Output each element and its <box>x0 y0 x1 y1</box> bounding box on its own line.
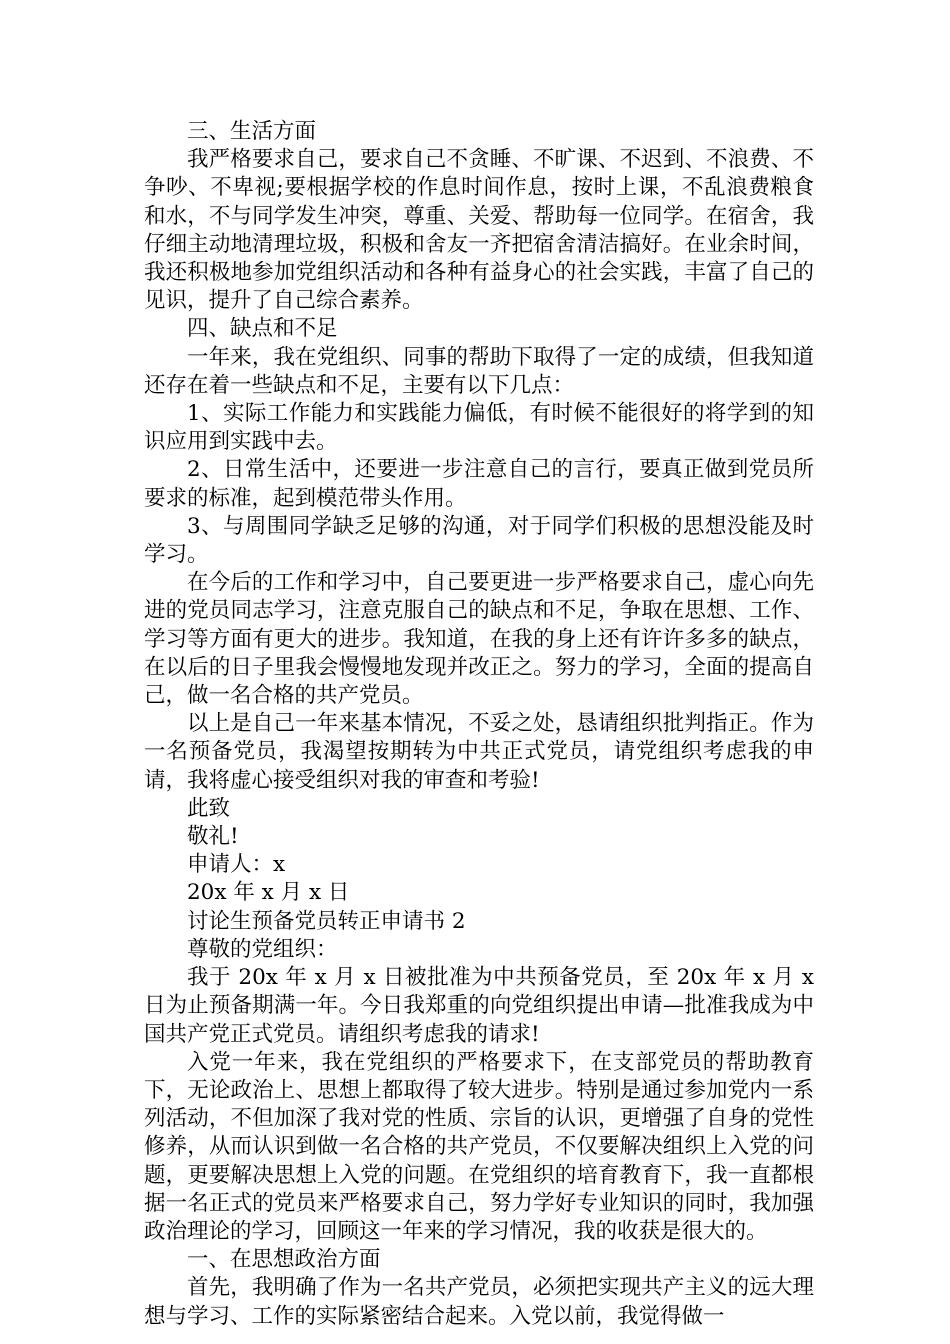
date-line: 20x 年 x 月 x 日 <box>187 880 350 906</box>
second-letter-title: 讨论生预备党员转正申请书 2 <box>187 908 466 934</box>
paragraph-shortcoming-2: 2、日常生活中，还要进一步注意自己的言行，要真正做到党员所要求的标准，起到模范带头作用。 <box>144 457 814 511</box>
paragraph-politics: 首先，我明确了作为一名共产党员，必须把实现共产主义的远大理想与学习、工作的实际紧密结合起来。入党以前，我觉得做一 <box>144 1275 814 1329</box>
paragraph-future-plan: 在今后的工作和学习中，自己要更进一步严格要求自己，虚心向先进的党员同志学习，注意克服自己的缺点和不足，争取在思想、工作、学习等方面有更大的进步。我知道，在我的身上还有许许多多的缺点，在以后的日子里我会慢慢地发现并改正之。努力的学习，全面的提高自己，做一名合格的共产党员。 <box>144 570 814 709</box>
document-page <box>144 118 814 1331</box>
paragraph-approval: 我于 20x 年 x 月 x 日被批准为中共预备党员，至 20x 年 x 月 x 日为止预备期满一年。今日我郑重的向党组织提出申请—批准我成为中国共产党正式党员。请组织考虑我的请求! <box>144 965 814 1047</box>
greeting-line: 尊敬的党组织： <box>187 936 338 962</box>
paragraph-life: 我严格要求自己，要求自己不贪睡、不旷课、不迟到、不浪费、不争吵、不卑视;要根据学校的作息时间作息，按时上课，不乱浪费粮食和水，不与同学发生冲突，尊重、关爱、帮助每一位同学。在宿舍，我仔细主动地清理垃圾，积极和舍友一齐把宿舍清洁搞好。在业余时间，我还积极地参加党组织活动和各种有益身心的社会实践，丰富了自己的见识，提升了自己综合素养。 <box>144 147 814 314</box>
applicant-line: 申请人：x <box>187 852 286 878</box>
paragraph-request: 以上是自己一年来基本情况，不妥之处，恳请组织批判指正。作为一名预备党员，我渴望按期转为中共正式党员，请党组织考虑我的申请，我将虚心接受组织对我的审查和考验! <box>144 711 814 793</box>
section-heading-politics: 一、在思想政治方面 <box>187 1247 381 1273</box>
paragraph-shortcoming-3: 3、与周围同学缺乏足够的沟通，对于同学们积极的思想没能及时学习。 <box>144 513 814 568</box>
paragraph-shortcomings-intro: 一年来，我在党组织、同事的帮助下取得了一定的成绩，但我知道还存在着一些缺点和不足，主要有以下几点： <box>144 344 814 398</box>
section-heading-shortcomings: 四、缺点和不足 <box>187 316 338 342</box>
paragraph-shortcoming-1: 1、实际工作能力和实践能力偏低，有时候不能很好的将学到的知识应用到实践中去。 <box>144 401 814 455</box>
paragraph-year-review: 入党一年来，我在党组织的严格要求下，在支部党员的帮助教育下，无论政治上、思想上都取得了较大进步。特别是通过参加党内一系列活动，不但加深了我对党的性质、宗旨的认识，更增强了自身的党性修养，从而认识到做一名合格的共产党员，不仅要解决组织上入党的问题，更要解决思想上入党的问题。在党组织的培育教育下，我一直都根据一名正式的党员来严格要求自己，努力学好专业知识的同时，我加强政治理论的学习，回顾这一年来的学习情况，我的收获是很大的。 <box>144 1049 814 1244</box>
closing-respect: 敬礼! <box>187 824 239 850</box>
section-heading-life: 三、生活方面 <box>187 119 317 144</box>
closing-salutation: 此致 <box>187 795 231 821</box>
